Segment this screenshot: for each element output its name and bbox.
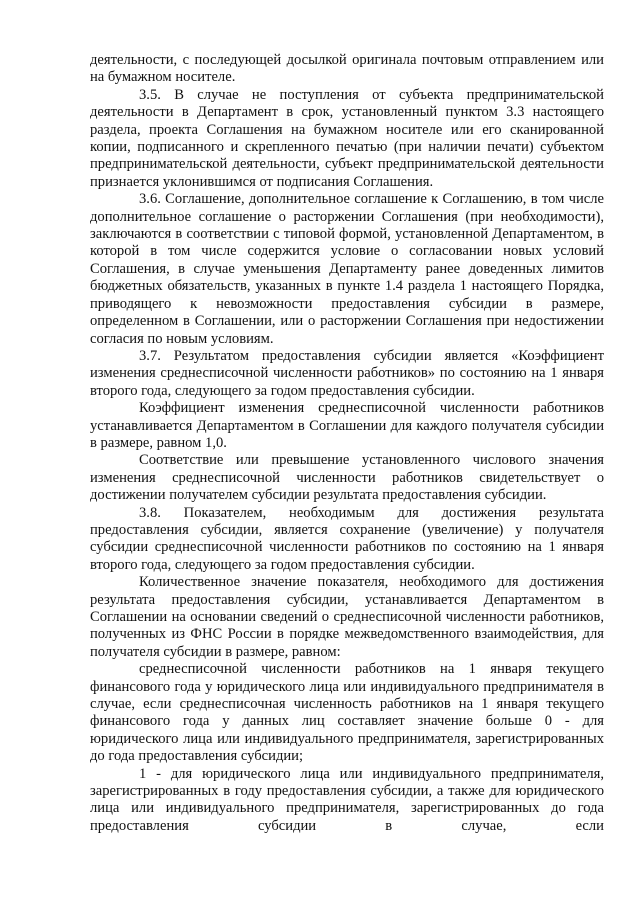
paragraph-continuation: деятельности, с последующей досылкой оригинала почтовым отправлением или на бумажном носителе.: [90, 52, 604, 86]
paragraph-headcount-condition: среднесписочной численности работников на 1 января текущего финансового года у юридического лица или индивидуального предпринимателя в случае, если среднесписочная численность работников на 1 января текущего финансового года у данных лиц составляет значение больше 0 - для юридического лица или индивидуального предпринимателя, зарегистрированных до года предоставления субсидии;: [90, 661, 604, 765]
paragraph-quantitative-value: Количественное значение показателя, необходимого для достижения результата предоставления субсидии, устанавливается Департаментом в Соглашении на основании сведений о среднесписочной численности работников, полученных из ФНС России в порядке межведомственного взаимодействия, для получателя субсидии в размере, равном:: [90, 574, 604, 660]
paragraph-3-8: 3.8. Показателем, необходимым для достижения результата предоставления субсидии, является сохранение (увеличение) у получателя субсидии среднесписочной численности работников по состоянию на 1 января второго года, следующего за годом предоставления субсидии.: [90, 504, 604, 573]
document-page: [90, 52, 604, 835]
paragraph-one-condition: 1 - для юридического лица или индивидуального предпринимателя, зарегистрированных в году предоставления субсидии, а также для юридического лица или индивидуального предпринимателя, зарегистрированных до года предоставления субсидии в случае, если: [90, 765, 604, 834]
paragraph-3-7: 3.7. Результатом предоставления субсидии является «Коэффициент изменения среднесписочной численности работников» по состоянию на 1 января второго года, следующего за годом предоставления субсидии.: [90, 347, 604, 399]
paragraph-3-6: 3.6. Соглашение, дополнительное соглашение к Соглашению, в том числе дополнительное соглашение о расторжении Соглашения (при необходимости), заключаются в соответствии с типовой формой, установленной Департаментом, в которой в том числе содержится условие о согласовании новых условий Соглашения, в случае уменьшения Департаменту ранее доведенных лимитов бюджетных обязательств, указанных в пункте 1.4 раздела 1 настоящего Порядка, приводящего к невозможности предоставления субсидии в размере, определенном в Соглашении, или о расторжении Соглашения при недостижении согласия по новым условиям.: [90, 191, 604, 347]
paragraph-compliance: Соответствие или превышение установленного числового значения изменения среднесписочной численности работников свидетельствует о достижении получателем субсидии результата предоставления субсидии.: [90, 452, 604, 504]
paragraph-3-5: 3.5. В случае не поступления от субъекта предпринимательской деятельности в Департамент в срок, установленный пунктом 3.3 настоящего раздела, проекта Соглашения на бумажном носителе или его сканированной копии, подписанного и скрепленного печатью (при наличии печати) субъектом предпринимательской деятельности, субъект предпринимательской деятельности признается уклонившимся от подписания Соглашения.: [90, 86, 604, 190]
paragraph-coefficient: Коэффициент изменения среднесписочной численности работников устанавливается Департаментом в Соглашении для каждого получателя субсидии в размере, равном 1,0.: [90, 400, 604, 451]
